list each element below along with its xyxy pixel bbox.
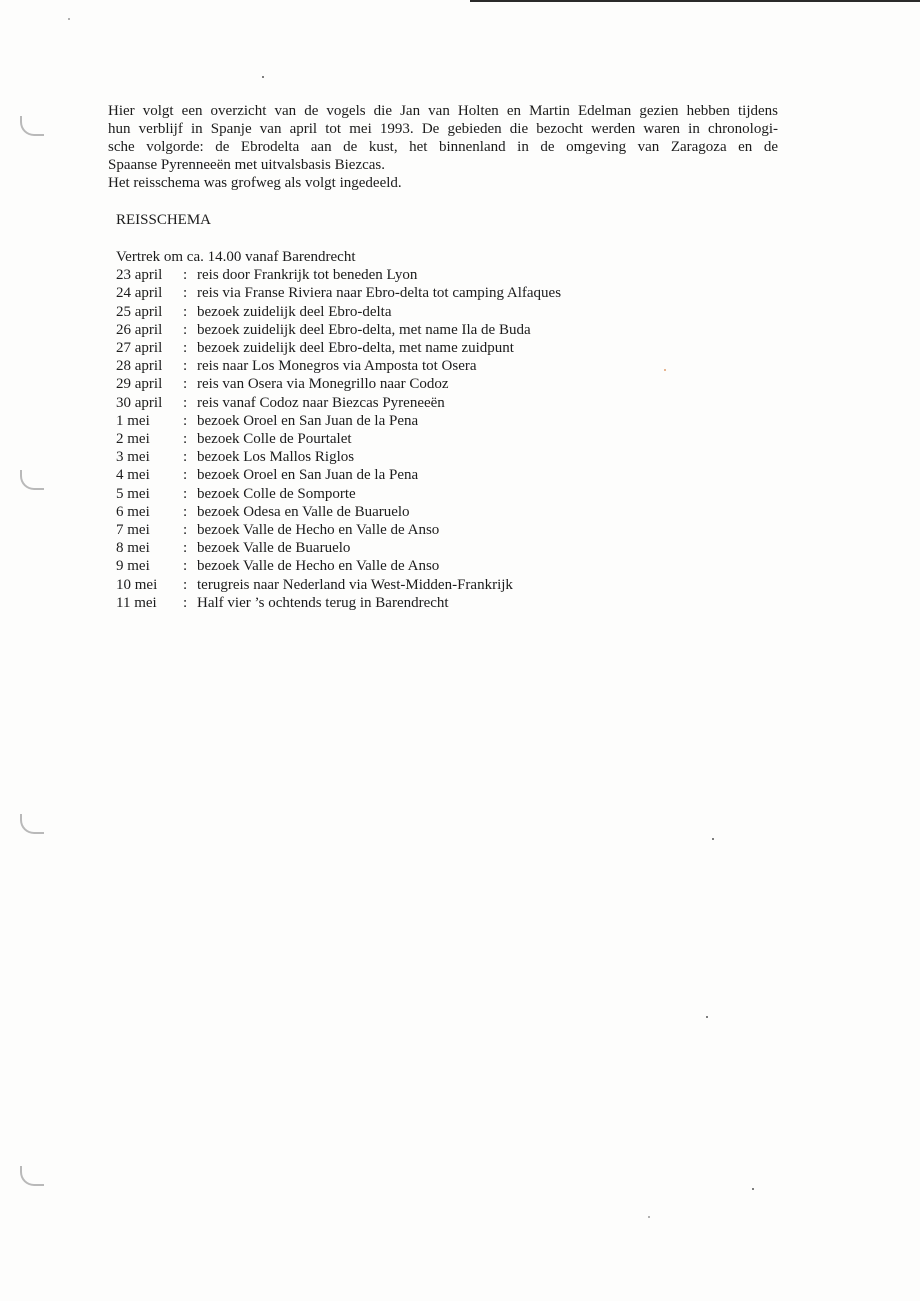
schedule-description: reis via Franse Riviera naar Ebro-delta tot camping Alfaques [197,285,562,302]
schedule-date: 11 mei [116,594,157,611]
schedule-separator: : [183,503,188,520]
schedule-rows [116,266,561,612]
schedule-description: bezoek zuidelijk deel Ebro-delta [197,303,392,320]
schedule-row [116,576,561,594]
schedule-date: 2 mei [116,431,150,448]
schedule-list [116,248,561,612]
schedule-description: bezoek Colle de Pourtalet [197,431,352,448]
intro-paragraph [108,102,778,192]
schedule-separator: : [183,558,188,575]
schedule-description: bezoek Oroel en San Juan de la Pena [197,412,419,429]
schedule-date: 24 april [116,285,163,302]
schedule-row [116,321,561,339]
schedule-description: bezoek Oroel en San Juan de la Pena [197,467,419,484]
punch-hole-mark [20,814,44,834]
schedule-row [116,503,561,521]
scan-speck [712,838,714,840]
schedule-description: bezoek Valle de Hecho en Valle de Anso [197,522,440,539]
schedule-description: bezoek Valle de Buaruelo [197,540,351,557]
schedule-date: 28 april [116,358,163,375]
schedule-row [116,375,561,393]
schedule-description: terugreis naar Nederland via West-Midden-Frankrijk [197,576,513,593]
schedule-separator: : [183,267,188,284]
punch-hole-mark [20,116,44,136]
schedule-description: bezoek Valle de Hecho en Valle de Anso [197,558,440,575]
schedule-separator: : [183,449,188,466]
schedule-separator: : [183,376,188,393]
schedule-row [116,303,561,321]
schedule-row [116,594,561,612]
schedule-date: 26 april [116,321,163,338]
schedule-date: 1 mei [116,412,150,429]
punch-hole-mark [20,470,44,490]
scan-speck [68,18,70,20]
scan-edge-line [470,0,920,2]
schedule-separator: : [183,394,188,411]
schedule-separator: : [183,321,188,338]
schedule-description: Half vier ’s ochtends terug in Barendrecht [197,594,449,611]
schedule-row [116,339,561,357]
scan-speck [752,1188,754,1190]
scan-speck [262,76,264,78]
intro-line: Spaanse Pyrenneeën met uitvalsbasis Biezcas. [108,157,386,173]
schedule-separator: : [183,485,188,502]
schedule-separator: : [183,303,188,320]
schedule-row [116,448,561,466]
schedule-date: 27 april [116,340,163,357]
schedule-row [116,412,561,430]
schedule-date: 3 mei [116,449,150,466]
schedule-row [116,485,561,503]
scan-speck [664,369,666,371]
schedule-date: 5 mei [116,485,150,502]
schedule-separator: : [183,540,188,557]
schedule-description: bezoek Odesa en Valle de Buaruelo [197,503,410,520]
schedule-date: 30 april [116,394,163,411]
schedule-date: 29 april [116,376,163,393]
schedule-description: bezoek Colle de Somporte [197,485,356,502]
schedule-row [116,357,561,375]
schedule-date: 9 mei [116,558,150,575]
scan-speck [648,1216,650,1218]
schedule-description: bezoek Los Mallos Riglos [197,449,355,466]
schedule-separator: : [183,285,188,302]
schedule-description: reis door Frankrijk tot beneden Lyon [197,267,418,284]
schedule-description: bezoek zuidelijk deel Ebro-delta, met name Ila de Buda [197,321,531,338]
schedule-row [116,394,561,412]
schedule-date: 10 mei [116,576,158,593]
schedule-description: reis naar Los Monegros via Amposta tot Osera [197,358,477,375]
intro-line: Hier volgt een overzicht van de vogels die Jan van Holten en Martin Edelman gezien hebben tijdens [108,103,778,119]
schedule-separator: : [183,412,188,429]
intro-line: hun verblijf in Spanje van april tot mei 1993. De gebieden die bezocht werden waren in chronologi- [108,121,778,137]
scan-speck [706,1016,708,1018]
schedule-row [116,430,561,448]
schedule-row [116,266,561,284]
schedule-separator: : [183,340,188,357]
schedule-separator: : [183,522,188,539]
schedule-description: reis vanaf Codoz naar Biezcas Pyreneeën [197,394,445,411]
schedule-separator: : [183,594,188,611]
departure-line: Vertrek om ca. 14.00 vanaf Barendrecht [116,249,356,265]
schedule-date: 8 mei [116,540,150,557]
schedule-heading: REISSCHEMA [116,212,212,228]
schedule-row [116,539,561,557]
schedule-date: 7 mei [116,522,150,539]
intro-line: sche volgorde: de Ebrodelta aan de kust, het binnenland in de omgeving van Zaragoza en de [108,139,778,155]
schedule-row [116,466,561,484]
schedule-row [116,557,561,575]
schedule-description: reis van Osera via Monegrillo naar Codoz [197,376,449,393]
schedule-date: 6 mei [116,503,150,520]
schedule-description: bezoek zuidelijk deel Ebro-delta, met name zuidpunt [197,340,514,357]
schedule-separator: : [183,576,188,593]
schedule-separator: : [183,358,188,375]
schedule-row [116,521,561,539]
schedule-separator: : [183,467,188,484]
schedule-date: 23 april [116,267,163,284]
schedule-row [116,284,561,302]
intro-line: Het reisschema was grofweg als volgt ingedeeld. [108,175,402,191]
schedule-date: 4 mei [116,467,150,484]
schedule-date: 25 april [116,303,163,320]
schedule-separator: : [183,431,188,448]
punch-hole-mark [20,1166,44,1186]
